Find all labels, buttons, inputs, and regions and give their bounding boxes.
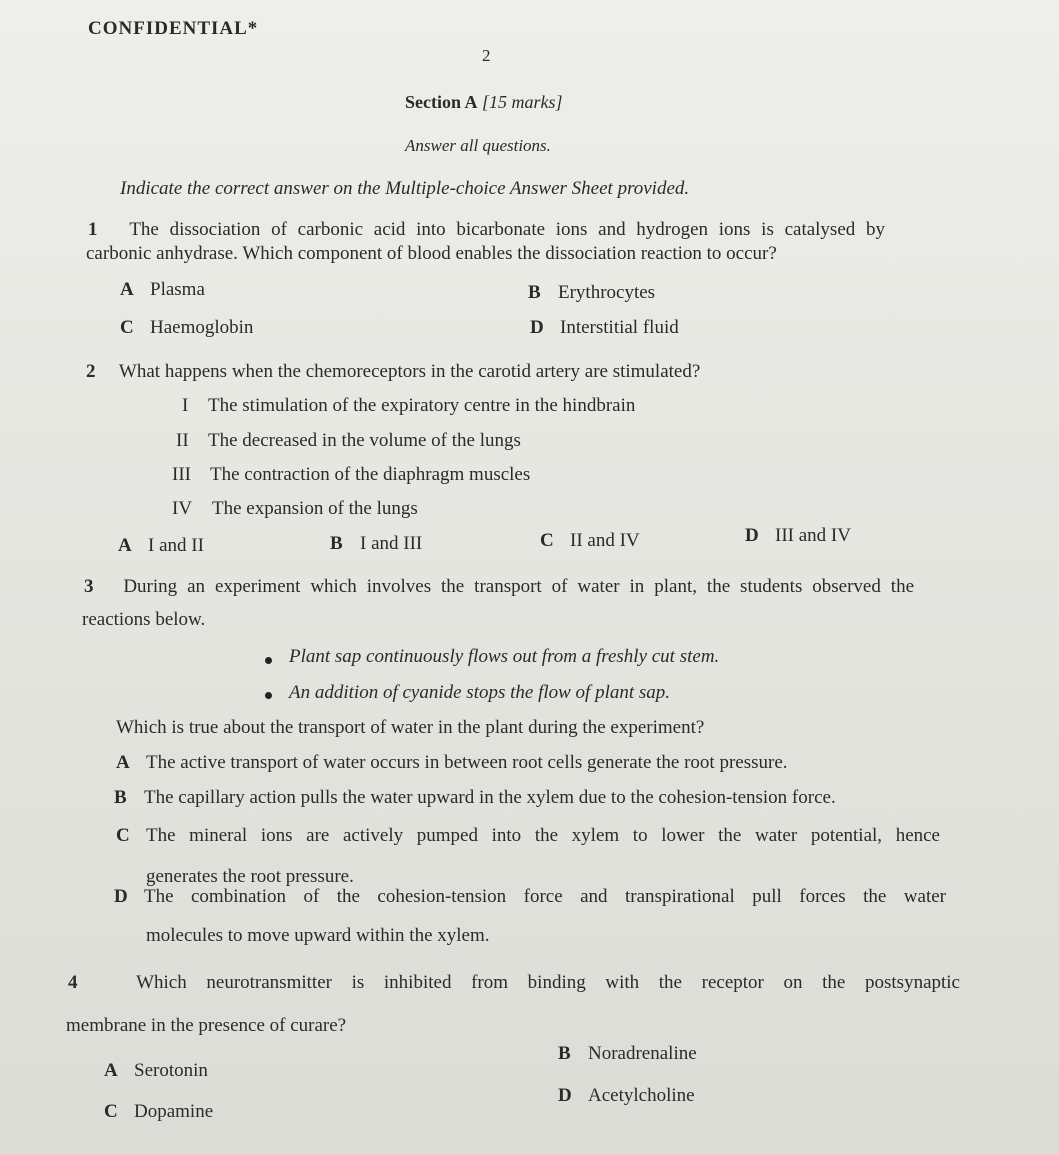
q2-statement-iv bbox=[172, 498, 418, 520]
q1-option-d-text: Interstitial fluid bbox=[560, 317, 679, 338]
q3-option-d-line2: molecules to move upward within the xylem. bbox=[146, 925, 490, 946]
q2-option-b-letter: B bbox=[330, 533, 343, 554]
q4-option-b-text: Noradrenaline bbox=[588, 1043, 697, 1064]
q3-bullet-dot-2 bbox=[265, 692, 272, 699]
q2-option-a-text: I and II bbox=[148, 535, 204, 556]
section-marks: [15 marks] bbox=[482, 92, 563, 112]
q4-option-c bbox=[104, 1101, 213, 1123]
q3-option-d bbox=[114, 886, 946, 908]
q4-option-d bbox=[558, 1085, 695, 1107]
q1-option-d bbox=[530, 317, 679, 339]
q3-bullet-2: An addition of cyanide stops the flow of plant sap. bbox=[289, 682, 671, 703]
q2-statement-i-text: The stimulation of the expiratory centre in the hindbrain bbox=[208, 395, 636, 416]
q1-stem-text: The dissociation of carbonic acid into bicarbonate ions and hydrogen ions is catalysed by bbox=[129, 219, 885, 240]
q1-option-b-letter: B bbox=[528, 282, 541, 303]
q2-statement-ii-text: The decreased in the volume of the lungs bbox=[208, 430, 521, 451]
q2-option-c-text: II and IV bbox=[570, 530, 640, 551]
section-title bbox=[405, 92, 563, 113]
confidential-label: CONFIDENTIAL* bbox=[88, 18, 259, 39]
q2-statement-i-roman: I bbox=[182, 395, 189, 416]
q2-statement-ii bbox=[176, 430, 521, 452]
indicate-instruction: Indicate the correct answer on the Multiple-choice Answer Sheet provided. bbox=[120, 178, 690, 199]
page-number: 2 bbox=[482, 46, 491, 65]
q2-option-a-letter: A bbox=[118, 535, 132, 556]
q3-option-c-line1: The mineral ions are actively pumped into the xylem to lower the water potential, hence bbox=[146, 825, 940, 846]
q4-number: 4 bbox=[68, 972, 78, 993]
q1-option-b-text: Erythrocytes bbox=[558, 282, 656, 303]
q3-option-c-line2: generates the root pressure. bbox=[146, 866, 354, 887]
q2-statement-i bbox=[182, 395, 635, 417]
q4-stem-text: Which neurotransmitter is inhibited from binding with the receptor on the postsynaptic bbox=[136, 972, 960, 993]
q2-option-a bbox=[118, 535, 204, 557]
q3-option-b bbox=[114, 787, 836, 809]
q3-option-a-letter: A bbox=[116, 752, 130, 773]
q1-number: 1 bbox=[88, 219, 98, 240]
q4-option-d-letter: D bbox=[558, 1085, 572, 1106]
q3-question: Which is true about the transport of water in the plant during the experiment? bbox=[116, 717, 705, 738]
q3-option-b-text: The capillary action pulls the water upward in the xylem due to the cohesion-tension force. bbox=[144, 787, 836, 808]
q1-option-d-letter: D bbox=[530, 317, 544, 338]
q3-bullet-1: Plant sap continuously flows out from a freshly cut stem. bbox=[289, 646, 720, 667]
q1-option-b bbox=[528, 282, 655, 304]
q1-stem-line1 bbox=[88, 219, 885, 241]
q4-option-b bbox=[558, 1043, 697, 1065]
q1-option-a-text: Plasma bbox=[150, 279, 205, 300]
q2-option-d-text: III and IV bbox=[775, 525, 851, 546]
q4-stem-line1 bbox=[68, 972, 960, 994]
q2-stem-text: What happens when the chemoreceptors in the carotid artery are stimulated? bbox=[118, 361, 701, 382]
q3-option-d-line1: The combination of the cohesion-tension force and transpirational pull forces the water bbox=[144, 886, 946, 907]
q2-option-b-text: I and III bbox=[360, 533, 423, 554]
q3-number: 3 bbox=[84, 576, 94, 597]
q2-statement-iii-text: The contraction of the diaphragm muscles bbox=[210, 464, 531, 485]
q2-number: 2 bbox=[86, 361, 96, 382]
q3-stem-text: During an experiment which involves the transport of water in plant, the students observed the bbox=[123, 576, 915, 597]
q1-option-c bbox=[120, 317, 253, 339]
q1-option-c-text: Haemoglobin bbox=[150, 317, 254, 338]
q2-statement-iv-roman: IV bbox=[172, 498, 193, 519]
q4-option-d-text: Acetylcholine bbox=[588, 1085, 695, 1106]
q3-bullet-dot-1 bbox=[265, 657, 272, 664]
q4-option-c-text: Dopamine bbox=[134, 1101, 214, 1122]
answer-all-instruction: Answer all questions. bbox=[405, 136, 551, 155]
q4-option-c-letter: C bbox=[104, 1101, 118, 1122]
q3-option-c bbox=[116, 825, 940, 847]
q3-option-d-letter: D bbox=[114, 886, 128, 907]
q4-option-a bbox=[104, 1060, 208, 1082]
q2-option-d-letter: D bbox=[745, 525, 759, 546]
q1-option-a bbox=[120, 279, 205, 301]
q3-option-a-text: The active transport of water occurs in between root cells generate the root pressure. bbox=[146, 752, 788, 773]
q3-option-b-letter: B bbox=[114, 787, 127, 808]
q2-statement-iv-text: The expansion of the lungs bbox=[212, 498, 418, 519]
q4-option-a-text: Serotonin bbox=[134, 1060, 208, 1081]
q4-option-a-letter: A bbox=[104, 1060, 118, 1081]
q2-statement-ii-roman: II bbox=[176, 430, 189, 451]
q3-stem-line2: reactions below. bbox=[82, 609, 206, 630]
q4-option-b-letter: B bbox=[558, 1043, 571, 1064]
q3-option-c-letter: C bbox=[116, 825, 130, 846]
q1-option-a-letter: A bbox=[120, 279, 134, 300]
q1-option-c-letter: C bbox=[120, 317, 134, 338]
q2-option-b bbox=[330, 533, 422, 555]
section-name: Section A bbox=[405, 92, 478, 112]
q4-stem-line2: membrane in the presence of curare? bbox=[66, 1015, 347, 1036]
q3-stem-line1 bbox=[84, 576, 914, 598]
q2-statement-iii bbox=[172, 464, 530, 486]
q2-option-c-letter: C bbox=[540, 530, 554, 551]
q2-stem bbox=[86, 361, 700, 383]
q2-option-c bbox=[540, 530, 640, 552]
q2-statement-iii-roman: III bbox=[172, 464, 191, 485]
q2-option-d bbox=[745, 525, 851, 547]
q1-stem-line2: carbonic anhydrase. Which component of blood enables the dissociation reaction to occur? bbox=[86, 243, 777, 264]
q3-option-a bbox=[116, 752, 788, 774]
